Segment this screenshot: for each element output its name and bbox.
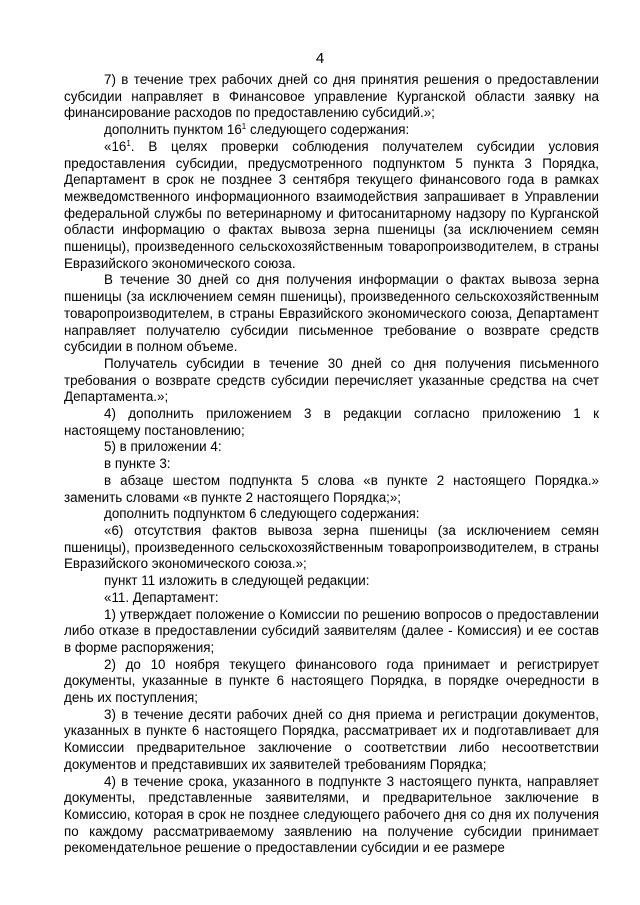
paragraph-30-days-information: В течение 30 дней со дня получения информации о фактах вывоза зерна пшеницы (за исключением семян пшеницы), произведенного сельскохозяйственным товаропроизводителем, в страны Евразийского экономического союза, Департамент направляет получателю субсидии письменное требование о возврате средств субсидии в полном объеме.	[64, 272, 599, 355]
superscript-one: 1	[241, 122, 247, 132]
paragraph-item-4-appendix: 4) дополнить приложением 3 в редакции согласно приложению 1 к настоящему постановлению;	[64, 406, 599, 438]
paragraph-subpoint-3: 3) в течение десяти рабочих дней со дня приема и регистрации документов, указанных в пункте 6 настоящего Порядка, рассматривает их и подготавливает для Комиссии предварительное заключение о соответствии либо несоответствии документов и представивших их заявителей требованиям Порядка;	[64, 706, 599, 772]
paragraph-point-11-heading: «11. Департамент:	[104, 589, 219, 605]
paragraph-sixth-abzac: в абзаце шестом подпункта 5 слова «в пункте 2 настоящего Порядка.» заменить словами «в пункте 2 настоящего Порядка;»;	[64, 472, 599, 505]
paragraph-recipient-refund: Получатель субсидии в течение 30 дней со дня получения письменного требования о возврате средств субсидии перечисляет указанные средства на счет Департамента.»;	[64, 355, 599, 405]
paragraph-add-point-16-1: дополнить пунктом $16^1$ следующего содержания:	[104, 122, 410, 138]
paragraph-point-11-new-edition: пункт 11 изложить в следующей редакции:	[104, 573, 370, 589]
paragraph-subpoint-2: 2) до 10 ноября текущего финансового года принимает и регистрирует документы, указанные в пункте 6 настоящего Порядка, в порядке очередности в день их поступления;	[64, 656, 599, 706]
paragraph-subpoint-4: 4) в течение срока, указанного в подпункте 3 настоящего пункта, направляет документы, представленные заявителями, и предварительное заключение в Комиссию, которая в срок не позднее следующего рабочего дня со дня их получения по каждому рассматриваемому заявлению на получение субсидии принимает рекомендательное решение о предоставлении субсидии и ее размере	[64, 773, 599, 856]
document-body	[64, 72, 599, 857]
paragraph-subpoint-6: «6) отсутствия фактов вывоза зерна пшеницы (за исключением семян пшеницы), произведенного сельскохозяйственным товаропроизводителем, в страны Евразийского экономического союза.»;	[64, 522, 599, 572]
paragraph-item-7: 7) в течение трех рабочих дней со дня принятия решения о предоставлении субсидии направляет в Финансовое управление Курганской области заявку на финансирование расходов по предоставлению субсидий.»;	[64, 72, 599, 121]
paragraph-add-subpoint-6: дополнить подпунктом 6 следующего содержания:	[104, 506, 420, 522]
superscript-one: 1	[126, 138, 131, 148]
paragraph-subpoint-1: 1) утверждает положение о Комиссии по решению вопросов о предоставлении либо отказе в предоставлении субсидий заявителям (далее - Комиссия) и ее состав в форме распоряжения;	[64, 606, 599, 655]
page-number: 4	[315, 50, 325, 67]
paragraph-point-16-1: «$16^1$. В целях проверки соблюдения получателем субсидии условия предоставления субсидии, предусмотренного подпунктом 5 пункта 3 Порядка, Департамент в срок не позднее 3 сентября текущего финансового года в рамках межведомственного информационного взаимодействия запрашивает в Управлении федеральной службы по ветеринарному и фитосанитарному надзору по Курганской области информацию о фактах вывоза зерна пшеницы (за исключением семян пшеницы), произведенного сельскохозяйственным товаропроизводителем, в страны Евразийского экономического союза.	[64, 138, 599, 271]
paragraph-item-5-appendix-4: 5) в приложении 4:	[104, 439, 222, 455]
paragraph-in-point-3: в пункте 3:	[104, 456, 171, 472]
